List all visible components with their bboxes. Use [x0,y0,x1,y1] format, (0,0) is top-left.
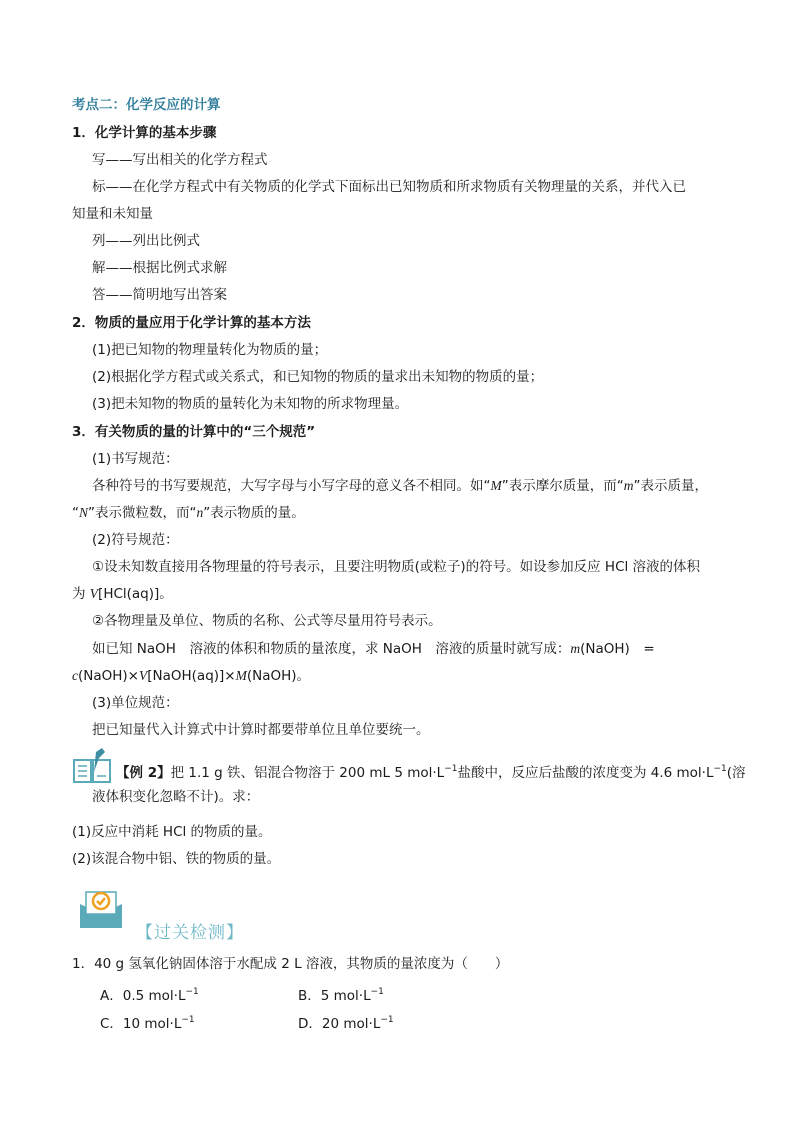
section2-heading: 2．物质的量应用于化学计算的基本方法 [72,315,311,331]
norm-writing-text: 各种符号的书写要规范，大写字母与小写字母的意义各不相同。如“M”表示摩尔质量，而“m”表示质量， [92,478,708,494]
option-a: A．0.5 $mol\cdot L^{-1}$ [100,987,199,1004]
method-3: (3)把未知物的物质的量转化为未知物的所求物理量。 [92,396,409,412]
section3-heading: 3．有关物质的量的计算中的“三个规范” [72,424,316,440]
step-mark-cont: 知量和未知量 [72,206,153,222]
norm-symbol-title: (2)符号规范： [92,532,179,548]
example-text-line2: 液体积变化忽略不计)。求： [92,789,260,805]
norm-symbol-1-cont: 为 V[HCl(aq)]。 [72,586,173,602]
example-question-1: (1)反应中消耗 HCl 的物质的量。 [72,824,272,840]
option-d: D．20 $mol\cdot L^{-1}$ [298,1015,394,1032]
method-1: (1)把已知物的物理量转化为物质的量； [92,342,328,358]
book-pencil-icon [72,748,112,784]
step-write: 写——写出相关的化学方程式 [92,152,268,168]
norm-symbol-example: 如已知 NaOH 溶液的体积和物质的量浓度，求 NaOH 溶液的质量时就写成：m(NaOH) = [92,641,655,657]
norm-symbol-2: ②各物理量及单位、物质的名称、公式等尽量用符号表示。 [92,613,442,629]
norm-symbol-1: ①设未知数直接用各物理量的符号表示，且要注明物质(或粒子)的符号。如设参加反应 HCl 溶液的体积 [92,559,701,575]
step-answer: 答——简明地写出答案 [92,287,227,303]
option-c: C．10 $mol\cdot L^{-1}$ [100,1015,195,1032]
norm-unit-text: 把已知量代入计算式中计算时都要带单位且单位要统一。 [92,722,430,738]
option-b: B．5 $mol\cdot L^{-1}$ [298,987,384,1004]
example-question-2: (2)该混合物中铝、铁的物质的量。 [72,851,281,867]
step-mark: 标——在化学方程式中有关物质的化学式下面标出已知物质和所求物质有关物理量的关系，并代入已 [92,179,686,195]
check-question-1: 1．40 g 氢氧化钠固体溶于水配成 2 L 溶液，其物质的量浓度为（ ） [72,956,509,972]
step-solve: 解——根据比例式求解 [92,260,227,276]
example-text-line1: 【例 2】把 1.1 g 铁、铝混合物溶于 200 mL 5 $mol\cdot L^{-1}$盐酸中，反应后盐酸的浓度变为 4.6 $mol\cdot L^{-1}$(溶 [116,764,746,781]
norm-writing-title: (1)书写规范： [92,451,179,467]
norm-unit-title: (3)单位规范： [92,695,179,711]
norm-symbol-formula: c(NaOH)×V[NaOH(aq)]×M(NaOH)。 [72,668,311,684]
norm-writing-text-cont: “N”表示微粒数，而“n”表示物质的量。 [72,505,305,521]
kaodian-title: 考点二：化学反应的计算 [72,97,221,113]
section1-heading: 1．化学计算的基本步骤 [72,125,217,141]
checkmark-badge-icon [78,884,124,930]
method-2: (2)根据化学方程式或关系式，和已知物的物质的量求出未知物的物质的量； [92,369,544,385]
check-section-title: 【过关检测】 [136,923,244,943]
step-list: 列——列出比例式 [92,233,200,249]
